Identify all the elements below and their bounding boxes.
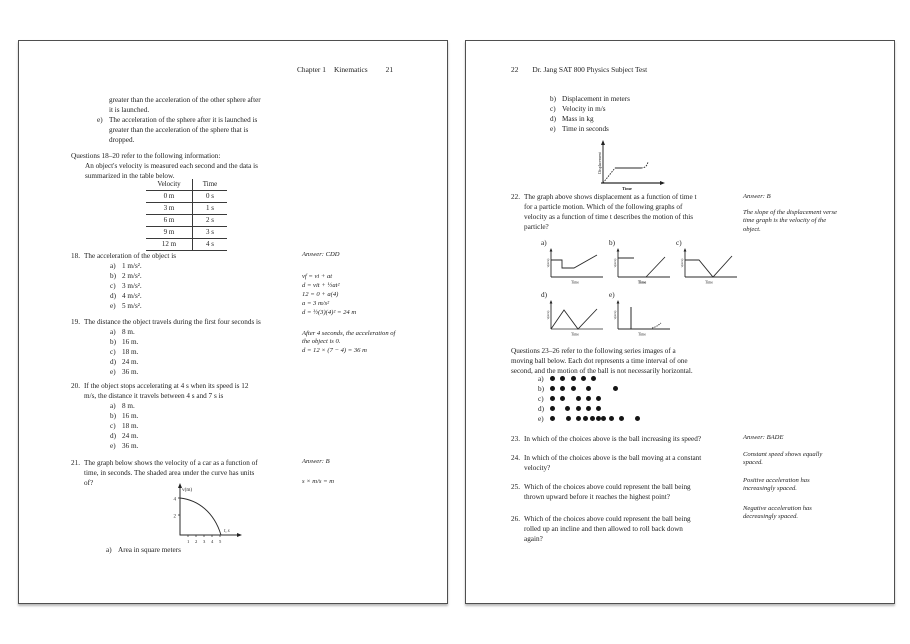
answer-option bbox=[110, 337, 314, 347]
q22-choice-graphs bbox=[536, 239, 826, 347]
answer-option bbox=[110, 367, 314, 377]
option-label: c) bbox=[110, 422, 116, 430]
text-line: Which of the choices above could represent the ball being bbox=[524, 483, 691, 491]
ball-dot bbox=[550, 376, 555, 381]
ball-dot bbox=[619, 416, 624, 421]
series-label: a) bbox=[538, 375, 544, 383]
text-line: particle? bbox=[524, 223, 549, 231]
y-axis-arrow-icon bbox=[617, 248, 620, 252]
option-label: d) bbox=[110, 292, 116, 300]
choice-graph-c bbox=[679, 247, 743, 289]
choice-graph-d bbox=[545, 299, 609, 341]
question-18 bbox=[71, 251, 306, 311]
text-line: second, and the motion of the ball is not necessarily horizontal. bbox=[511, 367, 693, 375]
series-label: b) bbox=[538, 385, 544, 393]
answer-option bbox=[550, 104, 630, 114]
margin-note-19 bbox=[302, 330, 437, 355]
option-text: 5 m/s². bbox=[122, 302, 142, 310]
formula-line: d = ½(3)(4)² = 24 m bbox=[302, 309, 357, 316]
formula-line: 12 = 0 + a(4) bbox=[302, 291, 339, 298]
velocity-curve bbox=[685, 256, 732, 277]
x-axis-arrow-icon bbox=[660, 181, 665, 185]
header-chapter: Chapter 1 bbox=[297, 65, 326, 74]
question-number: 18. bbox=[71, 252, 80, 260]
option-text: 18 m. bbox=[122, 348, 139, 356]
ball-dot bbox=[560, 396, 565, 401]
formula-line: a = 3 m/s² bbox=[302, 300, 330, 307]
question-number: 20. bbox=[71, 382, 80, 390]
ball-dot bbox=[635, 416, 640, 421]
text-line: greater than the acceleration of the sphere that is bbox=[109, 126, 249, 134]
x-tick-label: 1 bbox=[187, 539, 190, 544]
option-text: 16 m. bbox=[122, 338, 139, 346]
margin-note-22 bbox=[743, 209, 878, 234]
note-line: increasingly spaced. bbox=[743, 485, 797, 493]
x-axis-label: Time bbox=[705, 280, 713, 285]
option-label: d) bbox=[110, 358, 116, 366]
question-number: 26. bbox=[511, 515, 520, 523]
margin-answer-23: Answer: BADE bbox=[743, 434, 784, 441]
y-axis-arrow-icon bbox=[601, 140, 605, 145]
option-text: Velocity in m/s bbox=[562, 105, 606, 113]
questions-18-20-info bbox=[71, 151, 311, 181]
answer-option bbox=[110, 401, 306, 411]
y-axis-arrow-icon bbox=[550, 248, 553, 252]
question-20-options bbox=[110, 401, 306, 451]
velocity-time-table bbox=[146, 179, 227, 251]
ball-dot bbox=[586, 386, 591, 391]
answer-option bbox=[110, 441, 306, 451]
text-line: time, in seconds. The shaded area under the curve has units bbox=[84, 469, 255, 477]
text-line: In which of the choices above is the ball moving at a constant bbox=[524, 454, 702, 462]
ball-dot bbox=[571, 376, 576, 381]
ball-dot bbox=[550, 396, 555, 401]
q21-velocity-graph bbox=[144, 482, 248, 546]
y-axis-label: v(m) bbox=[182, 487, 193, 493]
ball-dot bbox=[586, 396, 591, 401]
margin-formula-21: s × m/s = m bbox=[302, 478, 334, 485]
x-tick-label: 4 bbox=[211, 539, 214, 544]
question-22 bbox=[511, 192, 746, 232]
page-22 bbox=[465, 40, 895, 604]
answer-option bbox=[110, 347, 314, 357]
curve-rising-segment bbox=[603, 168, 615, 183]
choice-label-c: c) bbox=[676, 239, 682, 247]
text-line: dropped. bbox=[109, 136, 135, 144]
option-e bbox=[97, 115, 312, 145]
header-title: Dr. Jang SAT 800 Physics Subject Test bbox=[532, 65, 648, 74]
x-tick-label: 2 bbox=[195, 539, 198, 544]
series-label: c) bbox=[538, 395, 544, 403]
ball-dot bbox=[576, 406, 581, 411]
option-text: 2 m/s². bbox=[122, 272, 142, 280]
dot-strip bbox=[550, 395, 645, 403]
y-tick-label: 4 bbox=[173, 497, 176, 503]
header-page-number: 21 bbox=[385, 65, 394, 74]
velocity-curve-rise bbox=[646, 257, 665, 277]
option-text: Displacement in meters bbox=[562, 95, 630, 103]
y-axis-label: v(m/s) bbox=[680, 258, 684, 268]
displacement-time-graph bbox=[591, 139, 671, 195]
ball-dot bbox=[583, 416, 588, 421]
x-axis-label: t, s bbox=[224, 529, 230, 534]
dot-strip bbox=[550, 415, 645, 423]
option-text: 18 m. bbox=[122, 422, 139, 430]
ball-dot bbox=[596, 396, 601, 401]
question-number: 23. bbox=[511, 435, 520, 443]
choice-graph-a bbox=[545, 247, 609, 289]
header-page-number: 22 bbox=[511, 65, 519, 74]
cell-velocity: 6 m bbox=[146, 215, 193, 227]
shaded-area bbox=[180, 498, 221, 535]
choice-label-e: e) bbox=[609, 291, 615, 299]
cell-time: 1 s bbox=[193, 203, 228, 215]
margin-answer-21: Answer: B bbox=[302, 458, 330, 465]
text-line: An object's velocity is measured each second and the data is bbox=[85, 162, 258, 170]
text-line: The acceleration of the sphere after it is launched is bbox=[109, 116, 258, 124]
note-line: decreasingly spaced. bbox=[743, 513, 799, 521]
table-header-row bbox=[146, 179, 227, 191]
cell-time: 3 s bbox=[193, 227, 228, 239]
question-number: 25. bbox=[511, 483, 520, 491]
option-text: 16 m. bbox=[122, 412, 139, 420]
x-axis-label: Time bbox=[571, 280, 579, 285]
answer-option bbox=[110, 411, 306, 421]
dot-strip bbox=[550, 375, 645, 383]
option-label: a) bbox=[110, 328, 116, 336]
option-label: e) bbox=[97, 116, 103, 124]
margin-work-18 bbox=[302, 272, 437, 317]
ball-dot bbox=[613, 386, 618, 391]
question-19 bbox=[71, 317, 314, 377]
table-row bbox=[146, 215, 227, 227]
option-text: Time in seconds bbox=[562, 125, 609, 133]
option-label: c) bbox=[550, 105, 556, 113]
option-text: 24 m. bbox=[122, 358, 139, 366]
text-line: thrown upward before it reaches the highest point? bbox=[524, 493, 670, 501]
margin-note-25 bbox=[743, 477, 878, 494]
note-line: spaced. bbox=[743, 459, 763, 467]
note-line: object. bbox=[743, 225, 761, 233]
ball-dot bbox=[586, 406, 591, 411]
cell-time: 4 s bbox=[193, 239, 228, 251]
question-23 bbox=[511, 434, 746, 444]
cell-time: 0 s bbox=[193, 191, 228, 203]
answer-option bbox=[110, 327, 314, 337]
answer-option bbox=[550, 124, 630, 134]
q21-answer-option-a bbox=[106, 545, 181, 555]
x-axis-arrow-icon bbox=[237, 533, 242, 537]
text-line: again? bbox=[524, 535, 543, 543]
y-axis-arrow-icon bbox=[684, 248, 687, 252]
answer-option bbox=[110, 301, 306, 311]
option-text: Mass in kg bbox=[562, 115, 594, 123]
note-line: the object is 0. bbox=[302, 338, 341, 346]
option-label: b) bbox=[110, 412, 116, 420]
y-axis-label: v(m/s) bbox=[613, 310, 617, 320]
option-text: 8 m. bbox=[122, 402, 135, 410]
note-line: Positive acceleration has bbox=[743, 477, 810, 484]
note-line: Constant speed shows equally bbox=[743, 451, 823, 458]
option-label: e) bbox=[550, 125, 556, 133]
margin-answer-18: Answer: CDD bbox=[302, 251, 340, 258]
margin-note-26 bbox=[743, 505, 878, 522]
option-label: a) bbox=[106, 546, 112, 554]
text-line: Questions 23–26 refer to the following series images of a bbox=[511, 347, 676, 355]
ball-dot bbox=[560, 386, 565, 391]
option-text: 36 m. bbox=[122, 368, 139, 376]
column-header: Velocity bbox=[146, 179, 193, 191]
option-text: 8 m. bbox=[122, 328, 135, 336]
ball-dot bbox=[550, 406, 555, 411]
velocity-tail bbox=[652, 323, 661, 328]
text-line: rolled up an incline and then allowed to roll back down bbox=[524, 525, 683, 533]
question-number: 24. bbox=[511, 454, 520, 462]
question-26 bbox=[511, 514, 746, 544]
question-20 bbox=[71, 381, 306, 451]
answer-option bbox=[110, 281, 306, 291]
cell-time: 2 s bbox=[193, 215, 228, 227]
questions-23-26-intro bbox=[511, 346, 751, 376]
question-text: The distance the object travels during the first four seconds is bbox=[84, 318, 261, 326]
answer-option bbox=[110, 357, 314, 367]
y-axis-label: v(m/s) bbox=[546, 310, 550, 320]
y-axis-label: v(m/s) bbox=[546, 258, 550, 268]
option-text: 4 m/s². bbox=[122, 292, 142, 300]
text-line: m/s, the distance it travels between 4 s and 7 s is bbox=[84, 392, 224, 400]
answer-option bbox=[110, 291, 306, 301]
question-text: In which of the choices above is the ball increasing its speed? bbox=[524, 435, 702, 443]
table-row bbox=[146, 239, 227, 251]
ball-dot bbox=[590, 416, 595, 421]
option-label: b) bbox=[550, 95, 556, 103]
carryover-options-b-e bbox=[550, 94, 630, 134]
answer-option bbox=[550, 114, 630, 124]
ball-dot bbox=[576, 396, 581, 401]
text-line: The graph below shows the velocity of a car as a function of bbox=[84, 459, 258, 467]
question-text: The acceleration of the object is bbox=[84, 252, 176, 260]
text-line: it is launched. bbox=[109, 106, 150, 114]
velocity-curve bbox=[551, 309, 597, 329]
ball-dot bbox=[581, 376, 586, 381]
text-line: velocity as a function of time t describes the motion of this bbox=[524, 213, 694, 221]
text-line: of? bbox=[84, 479, 94, 487]
formula-line: vf = vi + at bbox=[302, 273, 333, 280]
ball-dot bbox=[601, 416, 606, 421]
table-row bbox=[146, 191, 227, 203]
option-text: 3 m/s². bbox=[122, 282, 142, 290]
carryover-paragraph bbox=[97, 95, 312, 145]
choice-graph-b bbox=[612, 247, 676, 289]
text-line: velocity? bbox=[524, 464, 551, 472]
text-line: Questions 18–20 refer to the following information: bbox=[71, 152, 221, 160]
question-18-options bbox=[110, 261, 306, 311]
choice-label-d: d) bbox=[541, 291, 547, 299]
question-number: 21. bbox=[71, 459, 80, 467]
option-label: a) bbox=[110, 402, 116, 410]
note-line: After 4 seconds, the acceleration of bbox=[302, 330, 396, 337]
text-line: If the object stops accelerating at 4 s when its speed is 12 bbox=[84, 382, 249, 390]
option-text: 24 m. bbox=[122, 432, 139, 440]
page-header bbox=[511, 65, 647, 74]
y-tick-label: 2 bbox=[173, 514, 176, 520]
option-label: d) bbox=[110, 432, 116, 440]
text-line: for a particle motion. Which of the following graphs of bbox=[524, 203, 683, 211]
ball-dot bbox=[550, 386, 555, 391]
option-label: a) bbox=[110, 262, 116, 270]
answer-option bbox=[110, 271, 306, 281]
x-tick-label: 3 bbox=[203, 539, 206, 544]
option-label: d) bbox=[550, 115, 556, 123]
margin-note-24 bbox=[743, 451, 878, 468]
cell-velocity: 3 m bbox=[146, 203, 193, 215]
choice-label-b: b) bbox=[609, 239, 615, 247]
note-line: d = 12 × (7 − 4) = 36 m bbox=[302, 346, 367, 354]
note-line: time graph is the velocity of the bbox=[743, 217, 827, 225]
text-line: Which of the choices above could represent the ball being bbox=[524, 515, 691, 523]
question-25 bbox=[511, 482, 746, 502]
velocity-curve bbox=[551, 255, 597, 268]
option-label: e) bbox=[110, 368, 116, 376]
y-axis-label: v(m/s) bbox=[613, 258, 617, 268]
series-label: e) bbox=[538, 415, 544, 423]
option-text: 36 m. bbox=[122, 442, 139, 450]
x-axis-label: Time bbox=[637, 280, 647, 285]
curve-tail-segment bbox=[641, 162, 648, 168]
cell-velocity: 0 m bbox=[146, 191, 193, 203]
dot-strip bbox=[550, 385, 645, 393]
x-axis-label: Time bbox=[571, 332, 579, 337]
question-number: 19. bbox=[71, 318, 80, 326]
series-label: d) bbox=[538, 405, 544, 413]
column-header: Time bbox=[193, 179, 228, 191]
table-row bbox=[146, 203, 227, 215]
cell-velocity: 9 m bbox=[146, 227, 193, 239]
ball-dot bbox=[560, 376, 565, 381]
text-line: The graph above shows displacement as a function of time t bbox=[524, 193, 697, 201]
note-line: The slope of the displacement verse bbox=[743, 209, 837, 216]
option-label: e) bbox=[110, 442, 116, 450]
ball-dot bbox=[550, 416, 555, 421]
note-line: Negative acceleration has bbox=[743, 505, 812, 512]
question-19-options bbox=[110, 327, 314, 377]
answer-option bbox=[550, 94, 630, 104]
text-line: greater than the acceleration of the other sphere after bbox=[109, 96, 261, 104]
ball-dot bbox=[609, 416, 614, 421]
ball-dot bbox=[566, 416, 571, 421]
ball-dot bbox=[576, 416, 581, 421]
y-axis-arrow-icon bbox=[617, 300, 620, 304]
choice-label-a: a) bbox=[541, 239, 547, 247]
option-text: Area in square meters bbox=[118, 546, 181, 554]
option-label: c) bbox=[110, 348, 116, 356]
text-line: summarized in the table below. bbox=[85, 172, 175, 180]
dot-strip bbox=[550, 405, 645, 413]
formula-line: d = vit + ½at² bbox=[302, 282, 340, 289]
option-label: b) bbox=[110, 338, 116, 346]
ball-dot bbox=[596, 406, 601, 411]
page-21 bbox=[18, 40, 448, 604]
answer-option bbox=[110, 431, 306, 441]
x-axis-label: Time bbox=[638, 332, 646, 337]
header-title: Kinematics bbox=[333, 65, 368, 74]
y-axis-label: Displacement bbox=[598, 152, 602, 174]
option-label: c) bbox=[110, 282, 116, 290]
ball-dot bbox=[591, 376, 596, 381]
question-number: 22. bbox=[511, 193, 520, 201]
ball-dot bbox=[565, 406, 570, 411]
option-label: e) bbox=[110, 302, 116, 310]
option-label: b) bbox=[110, 272, 116, 280]
table-row bbox=[146, 227, 227, 239]
margin-answer-22: Answer: B bbox=[743, 193, 771, 200]
option-text: 1 m/s². bbox=[122, 262, 142, 270]
answer-option bbox=[110, 421, 306, 431]
choice-graph-e bbox=[612, 299, 676, 341]
cell-velocity: 12 m bbox=[146, 239, 193, 251]
x-tick-label: 5 bbox=[219, 539, 222, 544]
page-header bbox=[297, 65, 393, 74]
ball-dot bbox=[571, 386, 576, 391]
y-axis-arrow-icon bbox=[550, 300, 553, 304]
answer-option bbox=[110, 261, 306, 271]
text-line: moving ball below. Each dot represents a time interval of one bbox=[511, 357, 688, 365]
question-24 bbox=[511, 453, 746, 473]
x-axis-label: Time bbox=[622, 186, 632, 191]
